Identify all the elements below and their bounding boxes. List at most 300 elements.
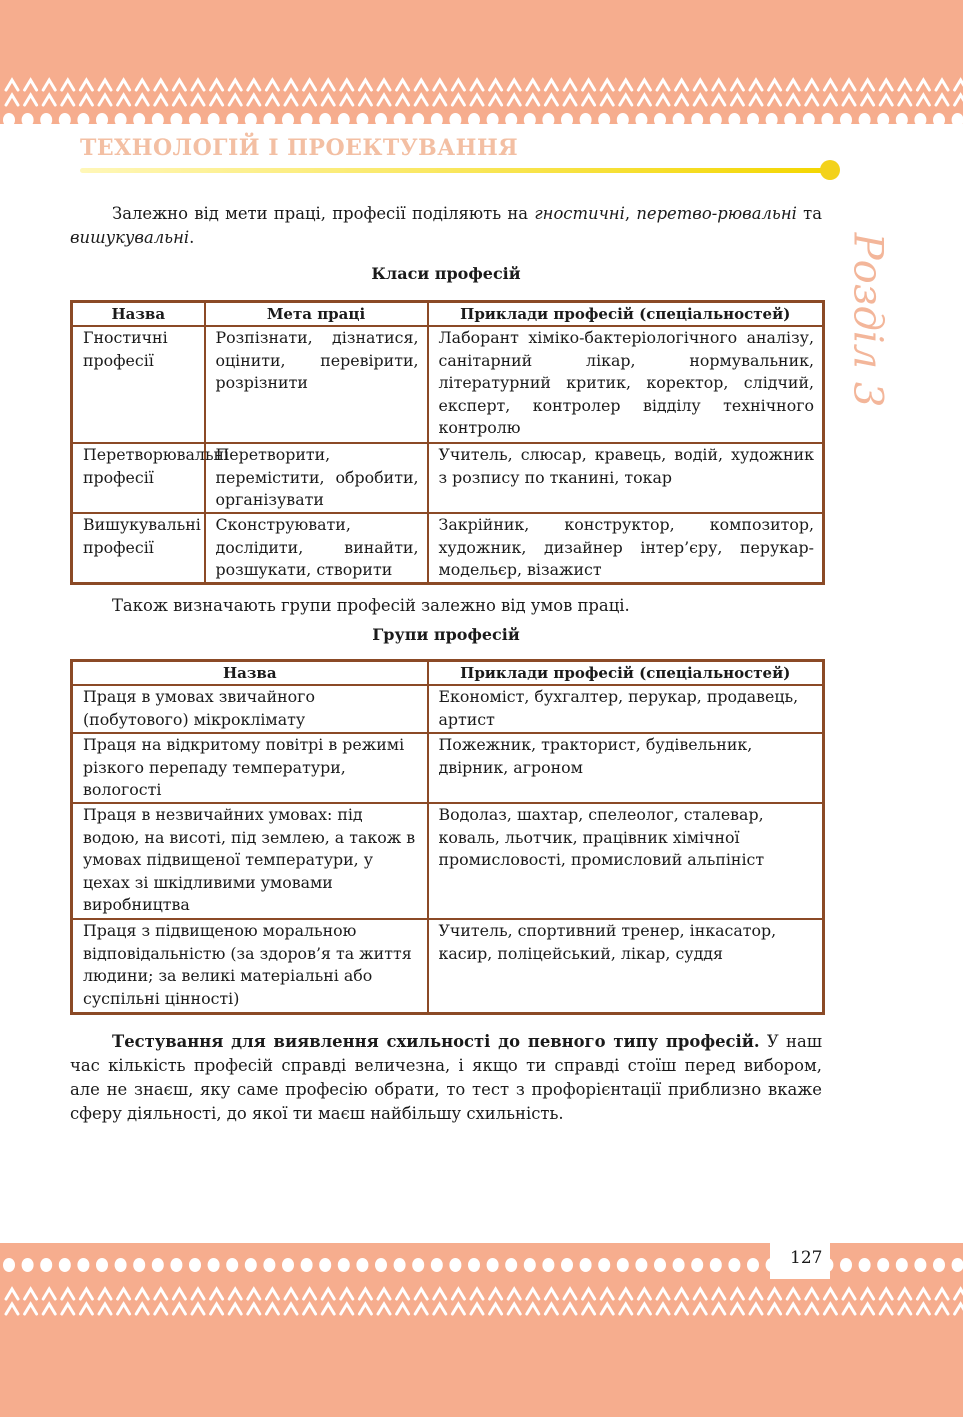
scallop-ornament: [710, 113, 722, 127]
scallop-ornament: [710, 1258, 722, 1272]
chevron-ornament: [378, 80, 390, 90]
chevron-ornament: [731, 95, 743, 105]
scallop-ornament: [449, 113, 461, 127]
chevron-ornament: [99, 80, 111, 90]
chevron-ornament: [378, 95, 390, 105]
chevron-ornament: [564, 95, 576, 105]
chevron-ornament: [769, 80, 781, 90]
chevron-ornament: [955, 80, 963, 90]
scallop-ornament: [133, 113, 145, 127]
scallop-ornament: [226, 1258, 238, 1272]
final-paragraph-heading: Тестування для виявлення схильності до певного типу професій.: [112, 1032, 760, 1051]
scallop-ornament: [375, 1258, 387, 1272]
section-title: ТЕХНОЛОГІЙ І ПРОЕКТУВАННЯ: [80, 135, 519, 161]
side-label-text: Розділ 3: [844, 232, 890, 408]
chevron-ornament: [99, 95, 111, 105]
chevron-ornament: [25, 80, 37, 90]
chevron-ornament: [601, 80, 613, 90]
chevron-ornament: [397, 1289, 409, 1299]
intro-term-exploratory: вишукувальні: [70, 228, 190, 247]
chevron-ornament: [6, 1289, 18, 1299]
scallop-ornament: [338, 113, 350, 127]
table-cell: Розпізнати, дізнатися, оцінити, перевірити, розрізнити: [205, 326, 428, 443]
chevron-ornament: [62, 1289, 74, 1299]
chevron-ornament: [248, 95, 260, 105]
chevron-ornament: [527, 1289, 539, 1299]
scallop-ornament: [542, 113, 554, 127]
chevron-ornament: [118, 1304, 130, 1314]
chevron-ornament: [843, 1304, 855, 1314]
scallop-ornament: [747, 113, 759, 127]
chevron-ornament: [955, 95, 963, 105]
scallop-ornament: [691, 113, 703, 127]
table-cell: Праця в незвичайних умовах: під водою, на висоті, під землею, а також в умовах підвищеної температури, у цехах зі шкідливими умовами виробництва: [72, 803, 428, 919]
chevron-ornament: [471, 1304, 483, 1314]
table-row: [72, 733, 824, 803]
chevron-ornament: [285, 95, 297, 105]
scallop-ornament: [859, 113, 871, 127]
scallop-ornament: [505, 113, 517, 127]
chevron-ornament: [248, 1304, 260, 1314]
column-header: Приклади професій (спеціальностей): [428, 302, 824, 327]
chevron-ornament: [824, 80, 836, 90]
chevron-ornament: [434, 80, 446, 90]
scallop-ornament: [617, 113, 629, 127]
table-header-row: [72, 661, 824, 686]
chevron-ornament: [285, 1289, 297, 1299]
chevron-ornament-row: [6, 80, 963, 105]
chevron-ornament: [304, 80, 316, 90]
scallop-ornament: [394, 113, 406, 127]
chevron-ornament: [620, 80, 632, 90]
chevron-ornament: [434, 1289, 446, 1299]
chevron-ornament: [936, 80, 948, 90]
intro-text-4: .: [189, 228, 195, 247]
chevron-ornament: [917, 1289, 929, 1299]
chevron-ornament: [545, 95, 557, 105]
chevron-ornament: [694, 80, 706, 90]
chevron-ornament: [434, 95, 446, 105]
scallop-ornament: [263, 113, 275, 127]
chevron-ornament: [322, 80, 334, 90]
chevron-ornament: [322, 1304, 334, 1314]
table-cell: Гностичні професії: [72, 326, 205, 443]
chevron-ornament: [229, 1304, 241, 1314]
chevron-ornament: [136, 1289, 148, 1299]
chevron-ornament: [601, 95, 613, 105]
chevron-ornament: [917, 95, 929, 105]
scallop-ornament: [189, 1258, 201, 1272]
chevron-ornament: [676, 95, 688, 105]
scallop-ornament: [803, 113, 815, 127]
scallop-ornament: [96, 113, 108, 127]
chevron-ornament: [304, 95, 316, 105]
scallop-ornament: [821, 113, 833, 127]
chevron-ornament: [769, 1289, 781, 1299]
chevron-ornament: [62, 80, 74, 90]
chevron-ornament: [359, 1304, 371, 1314]
table-cell: Лаборант хіміко-бактеріологічного аналізу, санітарний лікар, нормувальник, літературний критик, коректор, слідчий, експерт, контролер відділу технічного контролю: [428, 326, 824, 443]
chevron-ornament: [824, 1289, 836, 1299]
chevron-ornament: [676, 80, 688, 90]
scallop-ornament: [859, 1258, 871, 1272]
side-section-label: [832, 232, 902, 408]
chevron-ornament: [322, 1289, 334, 1299]
chevron-ornament: [62, 1304, 74, 1314]
chevron-ornament: [6, 95, 18, 105]
chevron-ornament: [824, 1304, 836, 1314]
chevron-ornament: [713, 1304, 725, 1314]
chevron-ornament: [136, 1304, 148, 1314]
scallop-ornament: [487, 113, 499, 127]
scallop-ornament: [505, 1258, 517, 1272]
scallop-ornament: [59, 113, 71, 127]
scallop-ornament: [77, 113, 89, 127]
chevron-ornament: [43, 95, 55, 105]
table-row: [72, 513, 824, 583]
chevron-ornament: [601, 1289, 613, 1299]
header-dot: [820, 160, 840, 180]
table-cell: Вишукувальні професії: [72, 513, 205, 583]
chevron-ornament-row: [6, 1289, 963, 1314]
chevron-ornament: [266, 80, 278, 90]
table-row: [72, 919, 824, 1013]
scallop-ornament: [617, 1258, 629, 1272]
chevron-ornament: [173, 80, 185, 90]
chevron-ornament: [304, 1304, 316, 1314]
chevron-ornament: [192, 95, 204, 105]
chevron-ornament: [248, 1289, 260, 1299]
scallop-ornament: [40, 1258, 52, 1272]
chevron-ornament: [564, 1304, 576, 1314]
chevron-ornament: [99, 1289, 111, 1299]
chevron-ornament: [843, 80, 855, 90]
chevron-ornament: [806, 1304, 818, 1314]
scallop-ornament: [524, 113, 536, 127]
chevron-ornament: [155, 1304, 167, 1314]
chevron-ornament: [378, 1304, 390, 1314]
chevron-ornament: [508, 95, 520, 105]
chevron-ornament: [750, 1304, 762, 1314]
chevron-ornament: [415, 1289, 427, 1299]
chevron-ornament: [601, 1304, 613, 1314]
chevron-ornament: [527, 80, 539, 90]
chevron-ornament: [638, 1289, 650, 1299]
chevron-ornament: [936, 1304, 948, 1314]
scallop-ornament: [115, 1258, 127, 1272]
scallop-ornament: [524, 1258, 536, 1272]
column-header: Мета праці: [205, 302, 428, 327]
chevron-ornament: [341, 1289, 353, 1299]
chevron-ornament: [471, 80, 483, 90]
professions-classes-table: [70, 300, 825, 585]
chevron-ornament: [173, 1304, 185, 1314]
scallop-ornament: [952, 113, 963, 127]
chevron-ornament: [638, 80, 650, 90]
chevron-ornament: [136, 80, 148, 90]
chevron-ornament: [899, 95, 911, 105]
chevron-ornament: [80, 1304, 92, 1314]
chevron-ornament: [341, 80, 353, 90]
scallop-ornament: [263, 1258, 275, 1272]
chevron-ornament: [211, 1289, 223, 1299]
scallop-ornament: [22, 113, 34, 127]
scallop-ornament: [728, 113, 740, 127]
chevron-ornament: [43, 1304, 55, 1314]
chevron-ornament: [731, 80, 743, 90]
chevron-ornament: [564, 1289, 576, 1299]
intro-term-gnostic: гностичні: [534, 204, 625, 223]
chevron-ornament: [378, 1289, 390, 1299]
chevron-ornament: [397, 80, 409, 90]
chevron-ornament: [824, 95, 836, 105]
chevron-ornament: [415, 95, 427, 105]
scallop-ornament: [561, 1258, 573, 1272]
scallop-ornament: [598, 1258, 610, 1272]
chevron-ornament: [118, 80, 130, 90]
chevron-ornament: [806, 80, 818, 90]
chevron-ornament: [731, 1304, 743, 1314]
chevron-ornament: [155, 1289, 167, 1299]
chevron-ornament: [229, 80, 241, 90]
chevron-ornament: [750, 80, 762, 90]
scallop-ornament: [282, 113, 294, 127]
chevron-ornament: [917, 1304, 929, 1314]
scallop-ornament: [96, 1258, 108, 1272]
scallop-ornament: [933, 1258, 945, 1272]
chevron-ornament: [341, 1304, 353, 1314]
scallop-ornament: [673, 113, 685, 127]
bottom-ornament: [0, 1243, 963, 1417]
chevron-ornament: [862, 80, 874, 90]
table-cell: Учитель, слюсар, кравець, водій, художник з розпису по тканині, токар: [428, 443, 824, 513]
scallop-ornament-row: [3, 113, 963, 127]
scallop-ornament: [356, 1258, 368, 1272]
chevron-ornament: [211, 80, 223, 90]
table-row: [72, 685, 824, 733]
final-paragraph: [70, 1030, 822, 1126]
chevron-ornament: [266, 95, 278, 105]
chevron-ornament: [118, 95, 130, 105]
table-cell: Перетворювальні професії: [72, 443, 205, 513]
table-row: [72, 326, 824, 443]
scallop-ornament: [542, 1258, 554, 1272]
chevron-ornament: [564, 80, 576, 90]
scallop-ornament: [487, 1258, 499, 1272]
scallop-ornament: [933, 113, 945, 127]
chevron-ornament: [508, 1289, 520, 1299]
scallop-ornament: [226, 113, 238, 127]
chevron-ornament: [43, 1289, 55, 1299]
chevron-ornament: [192, 1304, 204, 1314]
chevron-ornament: [508, 80, 520, 90]
chevron-ornament: [527, 1304, 539, 1314]
scallop-ornament: [691, 1258, 703, 1272]
scallop-ornament: [170, 1258, 182, 1272]
scallop-ornament: [3, 1258, 15, 1272]
column-header: Приклади професій (спеціальностей): [428, 661, 824, 686]
scallop-ornament: [301, 113, 313, 127]
scallop-ornament: [840, 1258, 852, 1272]
chevron-ornament: [192, 80, 204, 90]
chevron-ornament: [545, 80, 557, 90]
chevron-ornament: [266, 1289, 278, 1299]
scallop-ornament: [319, 1258, 331, 1272]
scallop-ornament: [338, 1258, 350, 1272]
chevron-ornament: [750, 1289, 762, 1299]
scallop-ornament: [896, 1258, 908, 1272]
chevron-ornament: [638, 95, 650, 105]
scallop-ornament: [598, 113, 610, 127]
chevron-ornament: [657, 1289, 669, 1299]
scallop-ornament: [914, 113, 926, 127]
table-cell: Перетворити, перемістити, обробити, організувати: [205, 443, 428, 513]
scallop-ornament: [580, 113, 592, 127]
chevron-ornament: [452, 1289, 464, 1299]
scallop-ornament: [766, 113, 778, 127]
scallop-ornament: [766, 1258, 778, 1272]
column-header: Назва: [72, 661, 428, 686]
chevron-ornament: [508, 1304, 520, 1314]
chevron-ornament: [955, 1304, 963, 1314]
scallop-ornament: [431, 1258, 443, 1272]
chevron-ornament: [880, 95, 892, 105]
chevron-ornament: [229, 95, 241, 105]
scallop-ornament: [914, 1258, 926, 1272]
chevron-ornament: [471, 95, 483, 105]
chevron-ornament: [266, 1304, 278, 1314]
scallop-ornament: [245, 1258, 257, 1272]
scallop-ornament: [635, 1258, 647, 1272]
chevron-ornament: [583, 80, 595, 90]
intro-term-transforming: перетво-рювальні: [636, 204, 797, 223]
scallop-ornament: [59, 1258, 71, 1272]
chevron-ornament: [322, 95, 334, 105]
intro-paragraph: [70, 202, 822, 250]
chevron-ornament: [676, 1304, 688, 1314]
chevron-ornament: [806, 95, 818, 105]
chevron-ornament: [657, 95, 669, 105]
header-underline: [80, 168, 832, 173]
chevron-ornament: [787, 1304, 799, 1314]
chevron-ornament: [545, 1289, 557, 1299]
scallop-ornament: [896, 113, 908, 127]
scallop-ornament: [152, 1258, 164, 1272]
table-cell: Праця в умовах звичайного (побутового) мікроклімату: [72, 685, 428, 733]
chevron-ornament: [80, 1289, 92, 1299]
scallop-ornament: [356, 113, 368, 127]
chevron-ornament: [490, 95, 502, 105]
chevron-ornament: [917, 80, 929, 90]
chevron-ornament: [62, 95, 74, 105]
chevron-ornament: [471, 1289, 483, 1299]
scallop-ornament: [877, 1258, 889, 1272]
middle-paragraph: Також визначають групи професій залежно від умов праці.: [112, 596, 630, 615]
scallop-ornament: [468, 113, 480, 127]
chevron-ornament: [80, 80, 92, 90]
chevron-ornament: [583, 1289, 595, 1299]
chevron-ornament: [694, 1304, 706, 1314]
scallop-ornament: [821, 1258, 833, 1272]
final-paragraph-text: У наш час кількість професій справді величезна, і якщо ти справді стоїш перед вибором, але не знаєш, яку саме професію обрати, то тест з профорієнтації приблизно вкаже сферу діяльності, до якої ти маєш найбільшу схильність.: [70, 1032, 822, 1123]
chevron-ornament: [136, 95, 148, 105]
chevron-ornament: [713, 1289, 725, 1299]
chevron-ornament: [527, 95, 539, 105]
table-cell: Водолаз, шахтар, спелеолог, сталевар, коваль, льотчик, працівник хімічної промисловості, промисловий альпініст: [428, 803, 824, 919]
table-cell: Праця з підвищеною моральною відповідальністю (за здоров’я та життя людини; за великі матеріальні або суспільні цінності): [72, 919, 428, 1013]
scallop-ornament: [840, 113, 852, 127]
scallop-ornament: [673, 1258, 685, 1272]
chevron-ornament: [25, 95, 37, 105]
chevron-ornament: [843, 95, 855, 105]
scallop-ornament: [77, 1258, 89, 1272]
chevron-ornament: [155, 80, 167, 90]
chevron-ornament: [211, 95, 223, 105]
chevron-ornament: [304, 1289, 316, 1299]
chevron-ornament: [155, 95, 167, 105]
chevron-ornament: [880, 1289, 892, 1299]
chevron-ornament: [118, 1289, 130, 1299]
scallop-ornament: [412, 113, 424, 127]
intro-text-3: та: [796, 204, 822, 223]
chevron-ornament: [880, 80, 892, 90]
table-row: [72, 803, 824, 919]
chevron-ornament: [936, 1289, 948, 1299]
table-cell: Праця на відкритому повітрі в режимі різкого перепаду температури, вологості: [72, 733, 428, 803]
chevron-ornament: [452, 1304, 464, 1314]
page-number: 127: [790, 1248, 823, 1268]
chevron-ornament: [676, 1289, 688, 1299]
scallop-ornament: [208, 113, 220, 127]
scallop-ornament: [152, 113, 164, 127]
scallop-ornament: [375, 113, 387, 127]
scallop-ornament: [468, 1258, 480, 1272]
chevron-ornament: [769, 1304, 781, 1314]
table-row: [72, 443, 824, 513]
scallop-ornament: [561, 113, 573, 127]
chevron-ornament: [285, 1304, 297, 1314]
chevron-ornament: [694, 1289, 706, 1299]
chevron-ornament: [452, 95, 464, 105]
scallop-ornament: [952, 1258, 963, 1272]
chevron-ornament: [787, 80, 799, 90]
top-ornament: [0, 0, 963, 130]
table-cell: Закрійник, конструктор, композитор, художник, дизайнер інтер’єру, перукар-модельєр, візажист: [428, 513, 824, 583]
chevron-ornament: [173, 1289, 185, 1299]
scallop-ornament: [877, 113, 889, 127]
scallop-ornament: [319, 113, 331, 127]
scallop-ornament: [654, 113, 666, 127]
scallop-ornament: [301, 1258, 313, 1272]
table-cell: Економіст, бухгалтер, перукар, продавець, артист: [428, 685, 824, 733]
table-cell: Сконструювати, дослідити, винайти, розшукати, створити: [205, 513, 428, 583]
chevron-ornament: [787, 95, 799, 105]
table1-caption: Класи професій: [371, 264, 521, 283]
chevron-ornament: [359, 95, 371, 105]
chevron-ornament: [415, 1304, 427, 1314]
scallop-ornament: [580, 1258, 592, 1272]
scallop-ornament: [22, 1258, 34, 1272]
scallop-ornament: [170, 113, 182, 127]
chevron-ornament: [936, 95, 948, 105]
chevron-ornament: [490, 1304, 502, 1314]
column-header: Назва: [72, 302, 205, 327]
chevron-ornament: [769, 95, 781, 105]
intro-text-1: Залежно від мети праці, професії поділяють на: [112, 204, 535, 223]
chevron-ornament: [6, 80, 18, 90]
chevron-ornament: [694, 95, 706, 105]
chevron-ornament: [620, 95, 632, 105]
